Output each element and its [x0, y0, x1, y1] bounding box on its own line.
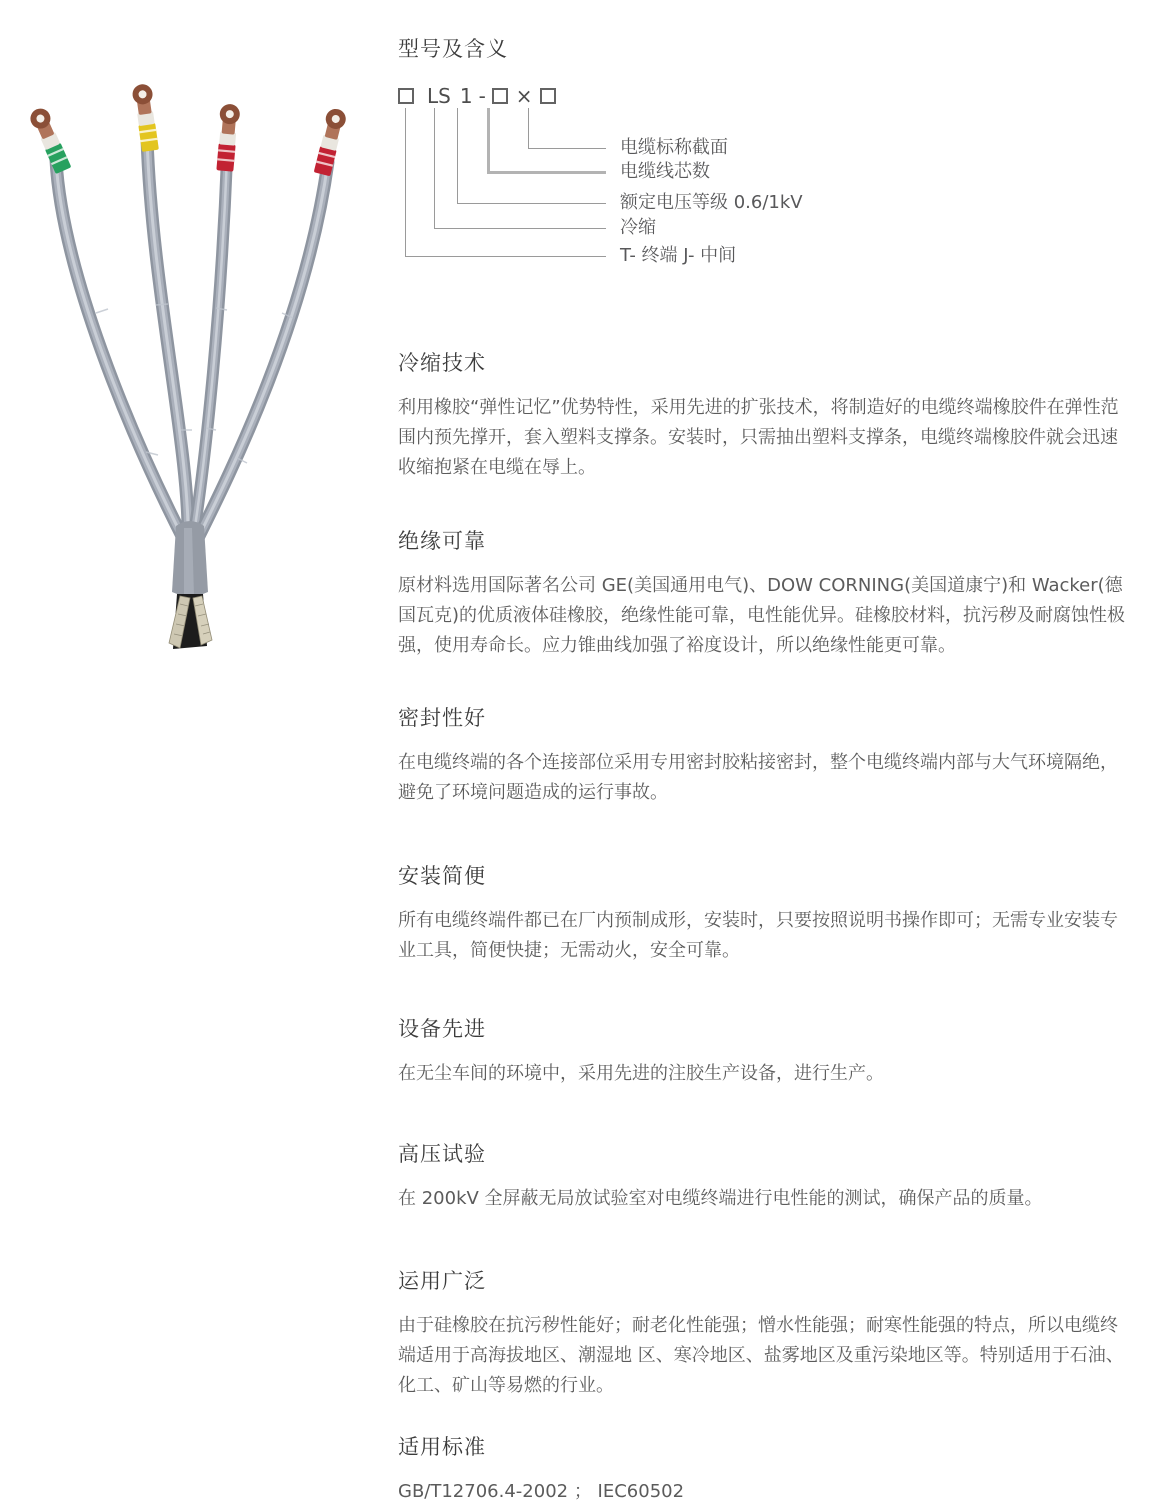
- section-title: 绝缘可靠: [398, 529, 486, 553]
- connector-line: [457, 203, 606, 204]
- section-body: 原材料选用国际著名公司 GE(美国通用电气)、DOW CORNING(美国道康宁)和 Wacker(德国瓦克)的优质液体硅橡胶，绝缘性能可靠，电性能优异。硅橡胶材料，抗污秽及耐腐蚀性极强，使用寿命长。应力锥曲线加强了裕度设计，所以绝缘性能更可靠。: [398, 575, 1126, 656]
- connector-line: [457, 108, 458, 203]
- model-part-times: ×: [515, 84, 533, 108]
- model-section-title: 型号及含义: [398, 37, 508, 61]
- model-label-core-count: 电缆线芯数: [620, 161, 710, 182]
- model-label-cold-shrink: 冷缩: [620, 217, 656, 238]
- model-part-ls: LS: [427, 84, 451, 108]
- model-part-dash: -: [478, 84, 486, 108]
- section-body: 在无尘车间的环境中，采用先进的注胶生产设备，进行生产。: [398, 1063, 884, 1084]
- section-body: 利用橡胶“弹性记忆”优势特性，采用先进的扩张技术，将制造好的电缆终端橡胶件在弹性范围内预先撑开，套入塑料支撑条。安装时，只需抽出塑料支撑条，电缆终端橡胶件就会迅速收缩抱紧在电缆在辱上。: [398, 397, 1119, 478]
- section-high-voltage-test: [398, 1141, 1135, 1214]
- model-label-section-area: 电缆标称截面: [620, 137, 728, 158]
- connector-line: [528, 148, 606, 149]
- connector-line: [434, 228, 606, 229]
- section-body: 在 200kV 全屏蔽无局放试验室对电缆终端进行电性能的测试，确保产品的质量。: [398, 1188, 1043, 1209]
- section-title: 安装简便: [398, 864, 486, 888]
- cable-braid: [169, 594, 212, 649]
- section-good-sealing: [398, 705, 1135, 808]
- model-label-voltage-class: 额定电压等级 0.6/1kV: [620, 192, 803, 213]
- connector-line: [434, 108, 435, 228]
- section-reliable-insulation: [398, 528, 1135, 661]
- model-part-voltage-digit: 1: [459, 84, 473, 108]
- model-box-cores: [492, 88, 508, 104]
- model-formula: [398, 86, 556, 106]
- connector-line: [487, 108, 490, 173]
- product-photo: [0, 60, 392, 700]
- section-body: 所有电缆终端件都已在厂内预制成形，安装时，只要按照说明书操作即可；无需专业安装专业工具，简便快捷；无需动火，安全可靠。: [398, 910, 1118, 961]
- model-box-type: [398, 88, 414, 104]
- model-label-type: T- 终端 J- 中间: [620, 245, 737, 266]
- breakout-boot: [172, 521, 208, 596]
- termination-tip-red-1: [215, 103, 241, 171]
- section-easy-installation: [398, 863, 1135, 966]
- connector-line: [405, 108, 406, 256]
- connector-line: [405, 256, 606, 257]
- cable-termination-photo-svg: [0, 60, 392, 700]
- termination-tip-yellow: [131, 83, 160, 152]
- section-wide-application: [398, 1268, 1135, 1401]
- section-title: 密封性好: [398, 706, 486, 730]
- section-applicable-standards: [398, 1434, 1135, 1507]
- section-cold-shrink-tech: [398, 350, 1135, 483]
- section-body: 由于硅橡胶在抗污秽性能好；耐老化性能强；憎水性能强；耐寒性能强的特点，所以电缆终端适用于高海拔地区、潮湿地 区、寒冷地区、盐雾地区及重污染地区等。特别适用于石油、化工、矿山等易燃的行业。: [398, 1315, 1124, 1396]
- termination-tip-red-2: [312, 107, 348, 177]
- model-diagram: [398, 86, 1135, 281]
- section-title: 冷缩技术: [398, 351, 486, 375]
- section-advanced-equipment: [398, 1016, 1135, 1089]
- content-column: [398, 0, 1135, 1501]
- section-title: 设备先进: [398, 1017, 486, 1041]
- model-box-section: [540, 88, 556, 104]
- section-body: 在电缆终端的各个连接部位采用专用密封胶粘接密封，整个电缆终端内部与大气环境隔绝，避免了环境问题造成的运行事故。: [398, 752, 1118, 803]
- section-title: 运用广泛: [398, 1269, 486, 1293]
- section-body: GB/T12706.4-2002 ； IEC60502: [398, 1481, 685, 1502]
- connector-line: [528, 108, 529, 148]
- section-title: 适用标准: [398, 1435, 486, 1459]
- section-title: 高压试验: [398, 1142, 486, 1166]
- connector-line: [487, 171, 606, 174]
